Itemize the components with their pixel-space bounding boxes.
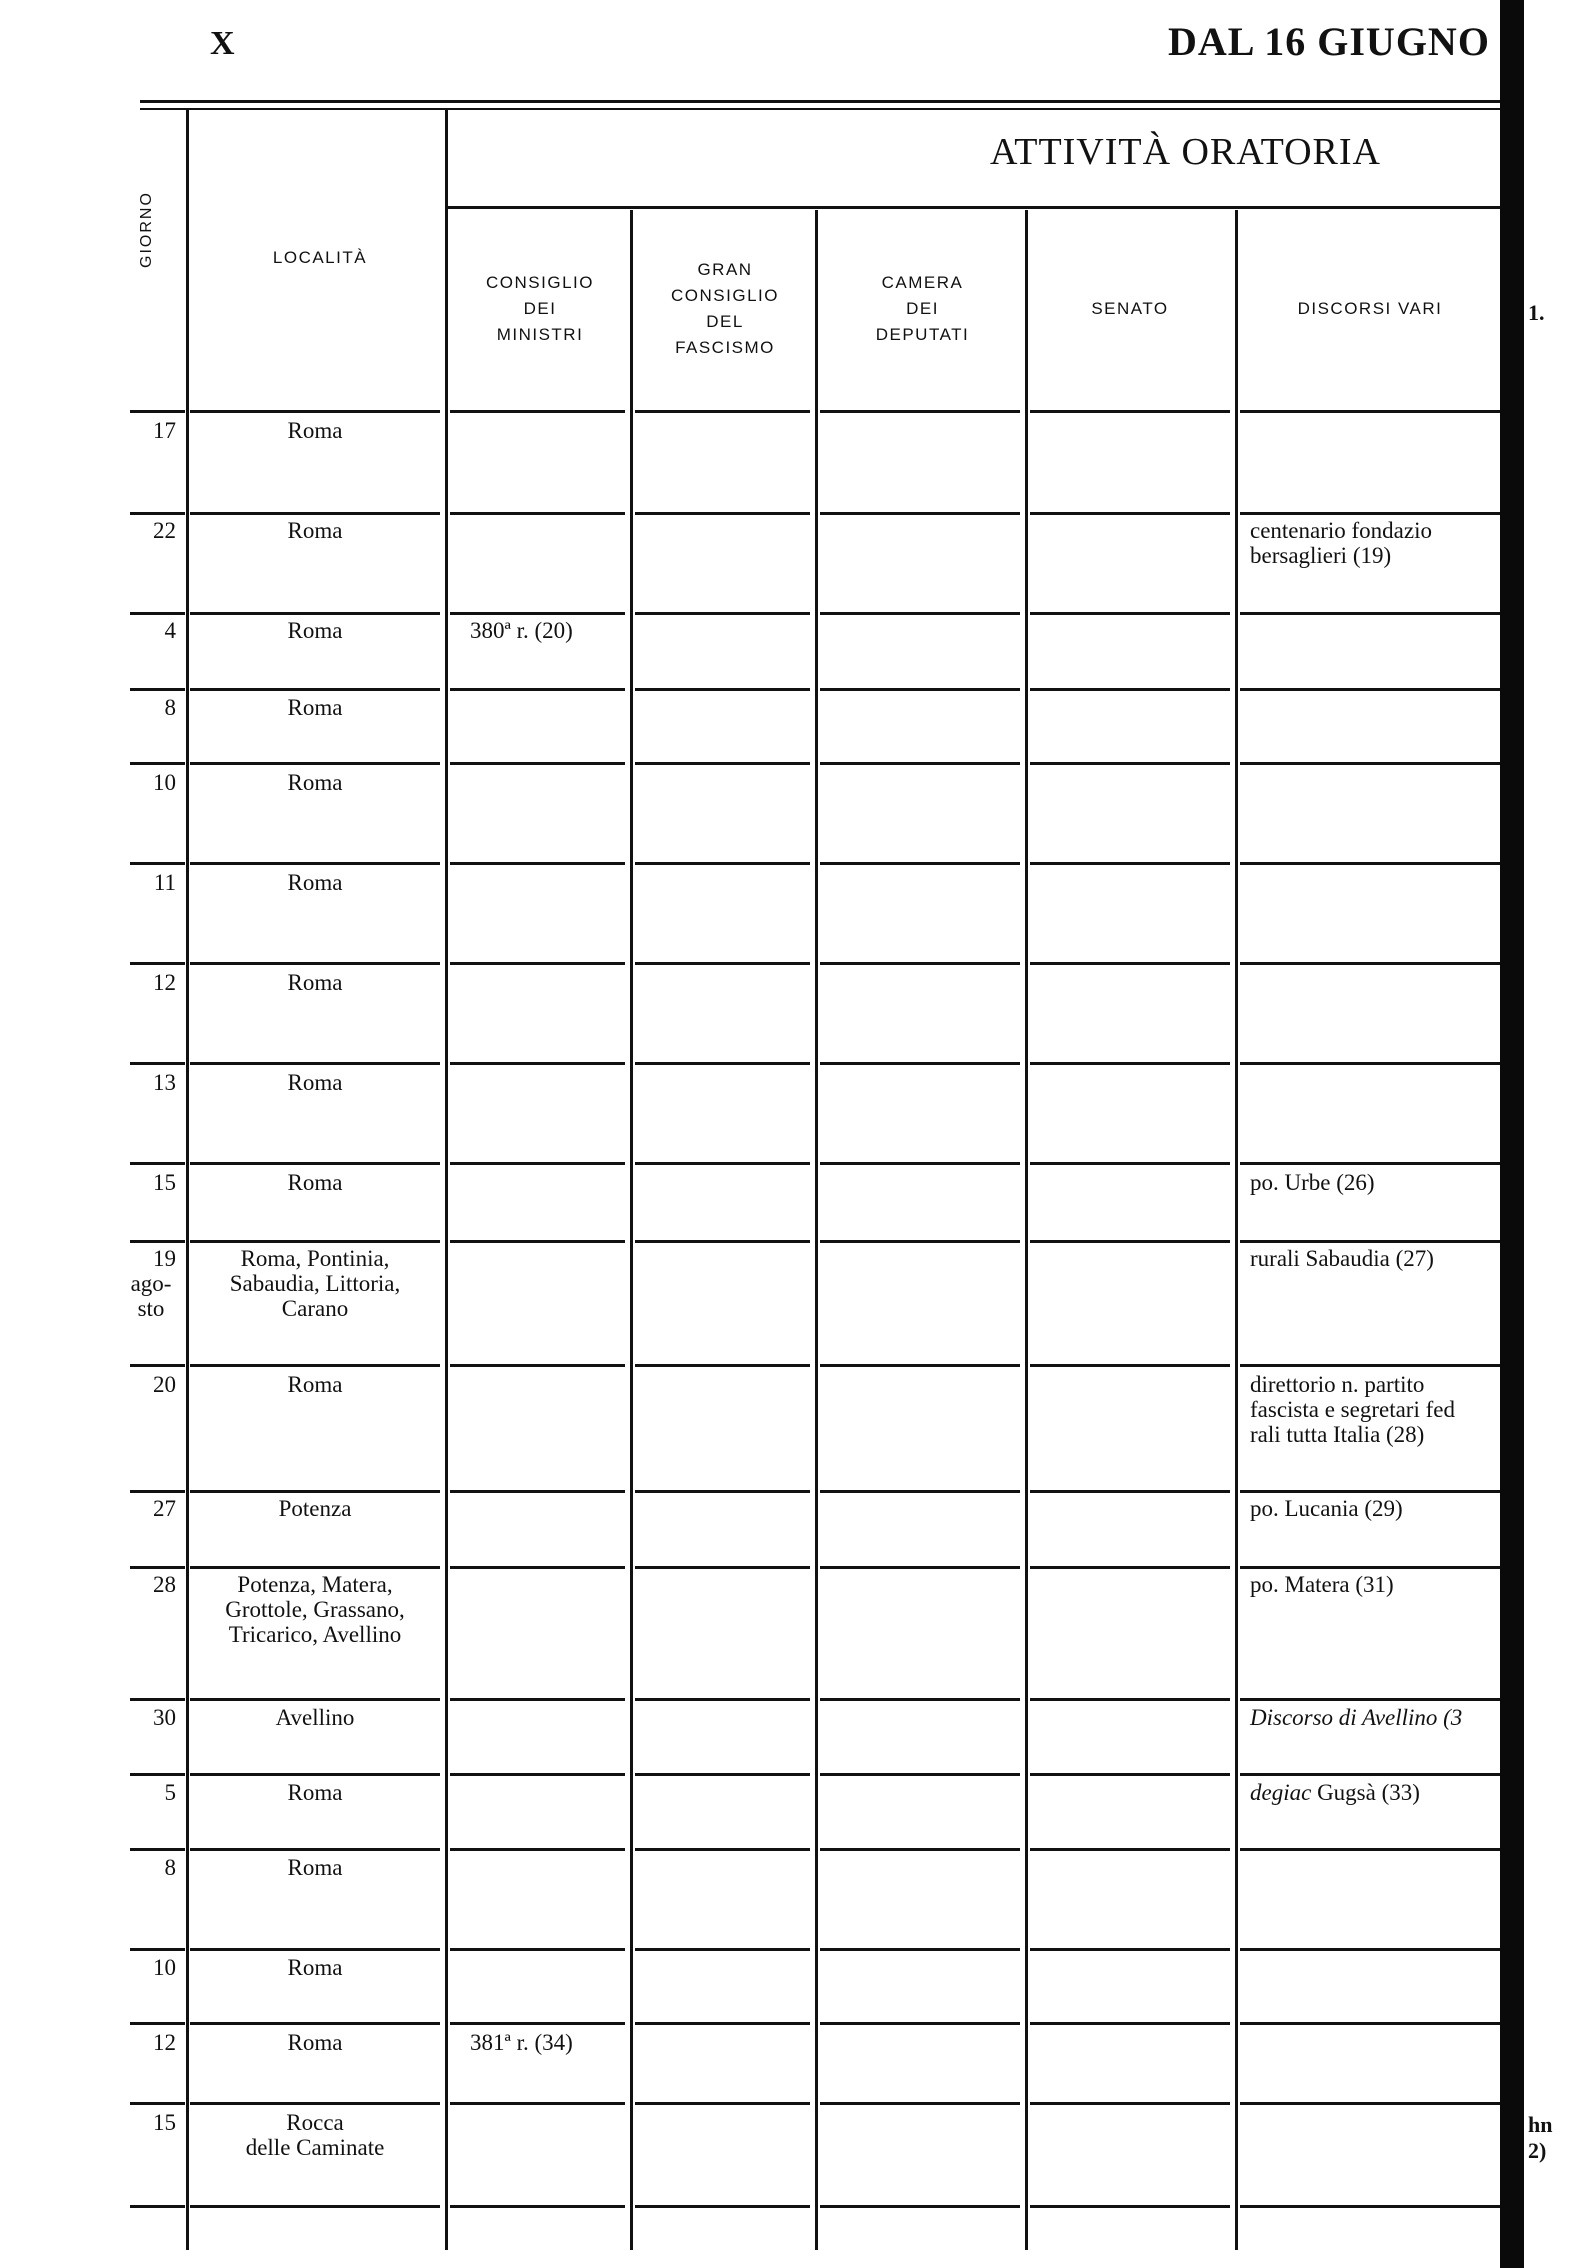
row-rule <box>1240 410 1502 413</box>
row-rule <box>635 862 810 865</box>
column-header-senato: SENATO <box>1091 299 1169 318</box>
discorsi-vari-entry: centenario fondazio <box>1250 518 1432 543</box>
row-rule <box>130 1490 185 1493</box>
discorsi-vari-entry: rali tutta Italia (28) <box>1250 1422 1425 1447</box>
location-text: Rocca <box>286 2110 344 2135</box>
row-rule <box>130 2102 185 2105</box>
row-rule <box>130 688 185 691</box>
row-rule <box>450 512 625 515</box>
row-rule <box>820 512 1020 515</box>
row-rule <box>635 1240 810 1243</box>
row-rule <box>635 512 810 515</box>
column-header-line: GRAN <box>697 260 753 279</box>
row-rule <box>635 1490 810 1493</box>
column-header-discorsi-vari: DISCORSI VARI <box>1297 299 1443 318</box>
row-rule <box>130 612 185 615</box>
row-rule <box>190 1490 440 1493</box>
edge-fragment: hn <box>1528 2112 1553 2137</box>
day-number: 20 <box>153 1372 176 1397</box>
row-rule <box>1240 862 1502 865</box>
row-rule <box>820 410 1020 413</box>
row-rule <box>190 2102 440 2105</box>
divider-localita <box>445 110 448 2250</box>
row-rule <box>130 1773 185 1776</box>
discorsi-vari-entry: Discorso di Avellino (3 <box>1250 1705 1463 1730</box>
column-header-consiglio-ministri <box>460 270 620 348</box>
day-number: 4 <box>164 618 176 643</box>
row-rule <box>190 1364 440 1367</box>
row-rule <box>190 1773 440 1776</box>
row-rule <box>130 1162 185 1165</box>
row-rule <box>1240 512 1502 515</box>
top-rule <box>140 100 1520 103</box>
row-rule <box>1240 962 1502 965</box>
row-rule <box>1030 1240 1230 1243</box>
row-rule <box>190 1062 440 1065</box>
row-rule <box>450 1490 625 1493</box>
row-rule <box>1030 1948 1230 1951</box>
divider-consiglio <box>630 210 633 2250</box>
row-rule <box>450 862 625 865</box>
day-month-note: ago- <box>130 1271 172 1296</box>
row-rule <box>130 1062 185 1065</box>
row-rule <box>450 962 625 965</box>
location-text: Roma, Pontinia, <box>240 1246 390 1271</box>
column-header-camera-deputati <box>840 270 1005 348</box>
row-rule <box>190 512 440 515</box>
row-rule <box>190 1566 440 1569</box>
location-text: Roma <box>287 418 343 443</box>
column-header-line: DEPUTATI <box>875 325 970 344</box>
row-rule <box>635 1062 810 1065</box>
divider-camera <box>1025 210 1028 2250</box>
row-rule <box>1030 688 1230 691</box>
location-text: Roma <box>287 695 343 720</box>
row-rule <box>635 2022 810 2025</box>
row-rule <box>450 1773 625 1776</box>
divider-gran-consiglio <box>815 210 818 2250</box>
row-rule <box>190 1948 440 1951</box>
row-rule <box>1240 2102 1502 2105</box>
row-rule <box>820 1490 1020 1493</box>
row-rule <box>1240 1566 1502 1569</box>
running-title: DAL 16 GIUGNO <box>1168 19 1490 64</box>
row-rule <box>820 2102 1020 2105</box>
divider-senato <box>1235 210 1238 2250</box>
discorsi-vari-entry <box>1250 1780 1420 1805</box>
row-rule <box>1030 1364 1230 1367</box>
row-rule <box>635 612 810 615</box>
row-rule <box>1240 1698 1502 1701</box>
row-rule <box>130 1848 185 1851</box>
day-number: 13 <box>153 1070 176 1095</box>
row-rule <box>130 1566 185 1569</box>
row-rule <box>635 2102 810 2105</box>
row-rule <box>450 1948 625 1951</box>
row-rule <box>130 2022 185 2025</box>
row-rule <box>1030 2102 1230 2105</box>
day-number: 5 <box>164 1780 176 1805</box>
edge-fragment: 2) <box>1528 2138 1547 2163</box>
row-rule <box>1240 1948 1502 1951</box>
row-rule <box>190 862 440 865</box>
row-rule <box>1030 762 1230 765</box>
column-header-line: CAMERA <box>881 273 964 292</box>
day-number: 8 <box>164 1855 176 1880</box>
column-header-giorno: GIORNO <box>138 191 155 268</box>
row-rule <box>450 2022 625 2025</box>
row-rule <box>635 1848 810 1851</box>
row-rule <box>820 1698 1020 1701</box>
row-rule <box>190 1162 440 1165</box>
row-rule <box>1030 2205 1230 2208</box>
row-rule <box>1030 1062 1230 1065</box>
discorsi-vari-entry: po. Lucania (29) <box>1250 1496 1403 1521</box>
row-rule <box>820 2022 1020 2025</box>
location-text: Carano <box>281 1296 349 1321</box>
row-rule <box>820 962 1020 965</box>
location-text: Sabaudia, Littoria, <box>229 1271 401 1296</box>
row-rule <box>190 2022 440 2025</box>
row-rule <box>190 1240 440 1243</box>
row-rule <box>1030 1698 1230 1701</box>
row-rule <box>820 688 1020 691</box>
row-rule <box>190 612 440 615</box>
row-rule <box>450 1848 625 1851</box>
row-rule <box>635 688 810 691</box>
row-rule <box>820 612 1020 615</box>
row-rule <box>1030 1773 1230 1776</box>
location-text: Grottole, Grassano, <box>225 1597 405 1622</box>
day-number: 15 <box>153 1170 176 1195</box>
day-number: 19 <box>153 1246 176 1271</box>
row-rule <box>1030 512 1230 515</box>
row-rule <box>1240 2205 1502 2208</box>
row-rule <box>1240 1240 1502 1243</box>
day-number: 30 <box>153 1705 176 1730</box>
row-rule <box>450 1364 625 1367</box>
consiglio-ministri-entry: 381ª r. (34) <box>470 2030 573 2055</box>
row-rule <box>1030 612 1230 615</box>
discorsi-vari-entry: bersaglieri (19) <box>1250 543 1392 568</box>
row-rule <box>450 410 625 413</box>
location-text: Roma <box>287 770 343 795</box>
row-rule <box>1030 962 1230 965</box>
location-text: Roma <box>287 1070 343 1095</box>
row-rule <box>1240 1364 1502 1367</box>
column-header-line: DEI <box>523 299 557 318</box>
row-rule <box>450 1062 625 1065</box>
row-rule <box>130 512 185 515</box>
discorsi-vari-entry: fascista e segretari fed <box>1250 1397 1455 1422</box>
location-text: Roma <box>287 970 343 995</box>
column-header-line: DEL <box>706 312 744 331</box>
row-rule <box>635 1773 810 1776</box>
day-number: 15 <box>153 2110 176 2135</box>
row-rule <box>190 762 440 765</box>
row-rule <box>130 862 185 865</box>
row-rule <box>450 2205 625 2208</box>
row-rule <box>130 1240 185 1243</box>
row-rule <box>1030 1566 1230 1569</box>
row-rule <box>1240 762 1502 765</box>
top-rule-thin <box>140 108 1520 110</box>
row-rule <box>450 688 625 691</box>
column-header-localita: LOCALITÀ <box>272 248 368 267</box>
row-rule <box>190 1848 440 1851</box>
row-rule <box>820 2205 1020 2208</box>
scan-edge-shadow <box>1500 0 1524 2268</box>
discorsi-regular-part: Gugsà (33) <box>1317 1780 1420 1805</box>
row-rule <box>820 1566 1020 1569</box>
row-rule <box>820 1948 1020 1951</box>
location-text: Avellino <box>275 1705 355 1730</box>
row-rule <box>450 762 625 765</box>
row-rule <box>130 1364 185 1367</box>
row-rule <box>190 688 440 691</box>
location-text: Potenza <box>278 1496 352 1521</box>
row-rule <box>190 1698 440 1701</box>
row-rule <box>1240 1848 1502 1851</box>
location-text: Roma <box>287 2030 343 2055</box>
column-header-line: CONSIGLIO <box>486 273 594 292</box>
row-rule <box>1240 2022 1502 2025</box>
row-rule <box>820 1240 1020 1243</box>
row-rule <box>190 410 440 413</box>
column-header-line: FASCISMO <box>675 338 775 357</box>
section-title: ATTIVITÀ ORATORIA <box>990 131 1381 173</box>
row-rule <box>450 1240 625 1243</box>
row-rule <box>1030 1162 1230 1165</box>
divider-giorno <box>186 110 189 2250</box>
row-rule <box>635 1698 810 1701</box>
day-number: 12 <box>153 970 176 995</box>
day-number: 10 <box>153 770 176 795</box>
day-number: 10 <box>153 1955 176 1980</box>
day-number: 8 <box>164 695 176 720</box>
location-text: Roma <box>287 1855 343 1880</box>
row-rule <box>635 1364 810 1367</box>
day-number: 27 <box>153 1496 176 1521</box>
row-rule <box>820 1162 1020 1165</box>
day-number: 17 <box>153 418 176 443</box>
discorsi-vari-entry: rurali Sabaudia (27) <box>1250 1246 1434 1271</box>
row-rule <box>1240 1490 1502 1493</box>
location-text: Roma <box>287 618 343 643</box>
row-rule <box>635 1948 810 1951</box>
row-rule <box>1240 1773 1502 1776</box>
row-rule <box>1030 2022 1230 2025</box>
location-text: Roma <box>287 1955 343 1980</box>
row-rule <box>820 1364 1020 1367</box>
day-month-note: sto <box>137 1296 165 1321</box>
location-text: Potenza, Matera, <box>237 1572 393 1597</box>
row-rule <box>820 1773 1020 1776</box>
row-rule <box>1240 1062 1502 1065</box>
location-text: Roma <box>287 1372 343 1397</box>
discorsi-vari-entry: po. Urbe (26) <box>1250 1170 1375 1195</box>
location-text: Roma <box>287 870 343 895</box>
row-rule <box>450 1698 625 1701</box>
discorsi-vari-entry: po. Matera (31) <box>1250 1572 1394 1597</box>
location-text: Roma <box>287 1170 343 1195</box>
column-header-line: CONSIGLIO <box>671 286 779 305</box>
row-rule <box>130 962 185 965</box>
row-rule <box>820 762 1020 765</box>
discorsi-italic-part: degiac <box>1250 1780 1318 1805</box>
location-text: Roma <box>287 1780 343 1805</box>
row-rule <box>130 762 185 765</box>
row-rule <box>635 962 810 965</box>
row-rule <box>1030 410 1230 413</box>
page-number: X <box>210 25 235 62</box>
row-rule <box>450 612 625 615</box>
section-header-rule <box>445 206 1505 209</box>
row-rule <box>635 410 810 413</box>
day-number: 22 <box>153 518 176 543</box>
row-rule <box>635 1162 810 1165</box>
location-text: Tricarico, Avellino <box>228 1622 402 1647</box>
day-number: 11 <box>153 870 176 895</box>
edge-fragment: 1. <box>1528 300 1545 325</box>
consiglio-ministri-entry: 380ª r. (20) <box>470 618 573 643</box>
row-rule <box>450 2102 625 2105</box>
row-rule <box>450 1566 625 1569</box>
row-rule <box>1240 612 1502 615</box>
discorsi-vari-entry: direttorio n. partito <box>1250 1372 1425 1397</box>
row-rule <box>190 2205 440 2208</box>
location-text: delle Caminate <box>245 2135 385 2160</box>
row-rule <box>1240 1162 1502 1165</box>
row-rule <box>635 1566 810 1569</box>
row-rule <box>635 2205 810 2208</box>
row-rule <box>820 862 1020 865</box>
column-header-line: MINISTRI <box>496 325 584 344</box>
day-number: 28 <box>153 1572 176 1597</box>
row-rule <box>1030 1490 1230 1493</box>
row-rule <box>190 962 440 965</box>
row-rule <box>820 1848 1020 1851</box>
column-header-line: DEI <box>906 299 939 318</box>
column-header-gran-consiglio <box>645 257 805 361</box>
row-rule <box>130 1698 185 1701</box>
row-rule <box>1030 862 1230 865</box>
row-rule <box>1030 1848 1230 1851</box>
day-number: 12 <box>153 2030 176 2055</box>
location-text: Roma <box>287 518 343 543</box>
row-rule <box>130 410 185 413</box>
row-rule <box>820 1062 1020 1065</box>
row-rule <box>130 1948 185 1951</box>
row-rule <box>635 762 810 765</box>
row-rule <box>450 1162 625 1165</box>
row-rule <box>130 2205 185 2208</box>
row-rule <box>1240 688 1502 691</box>
